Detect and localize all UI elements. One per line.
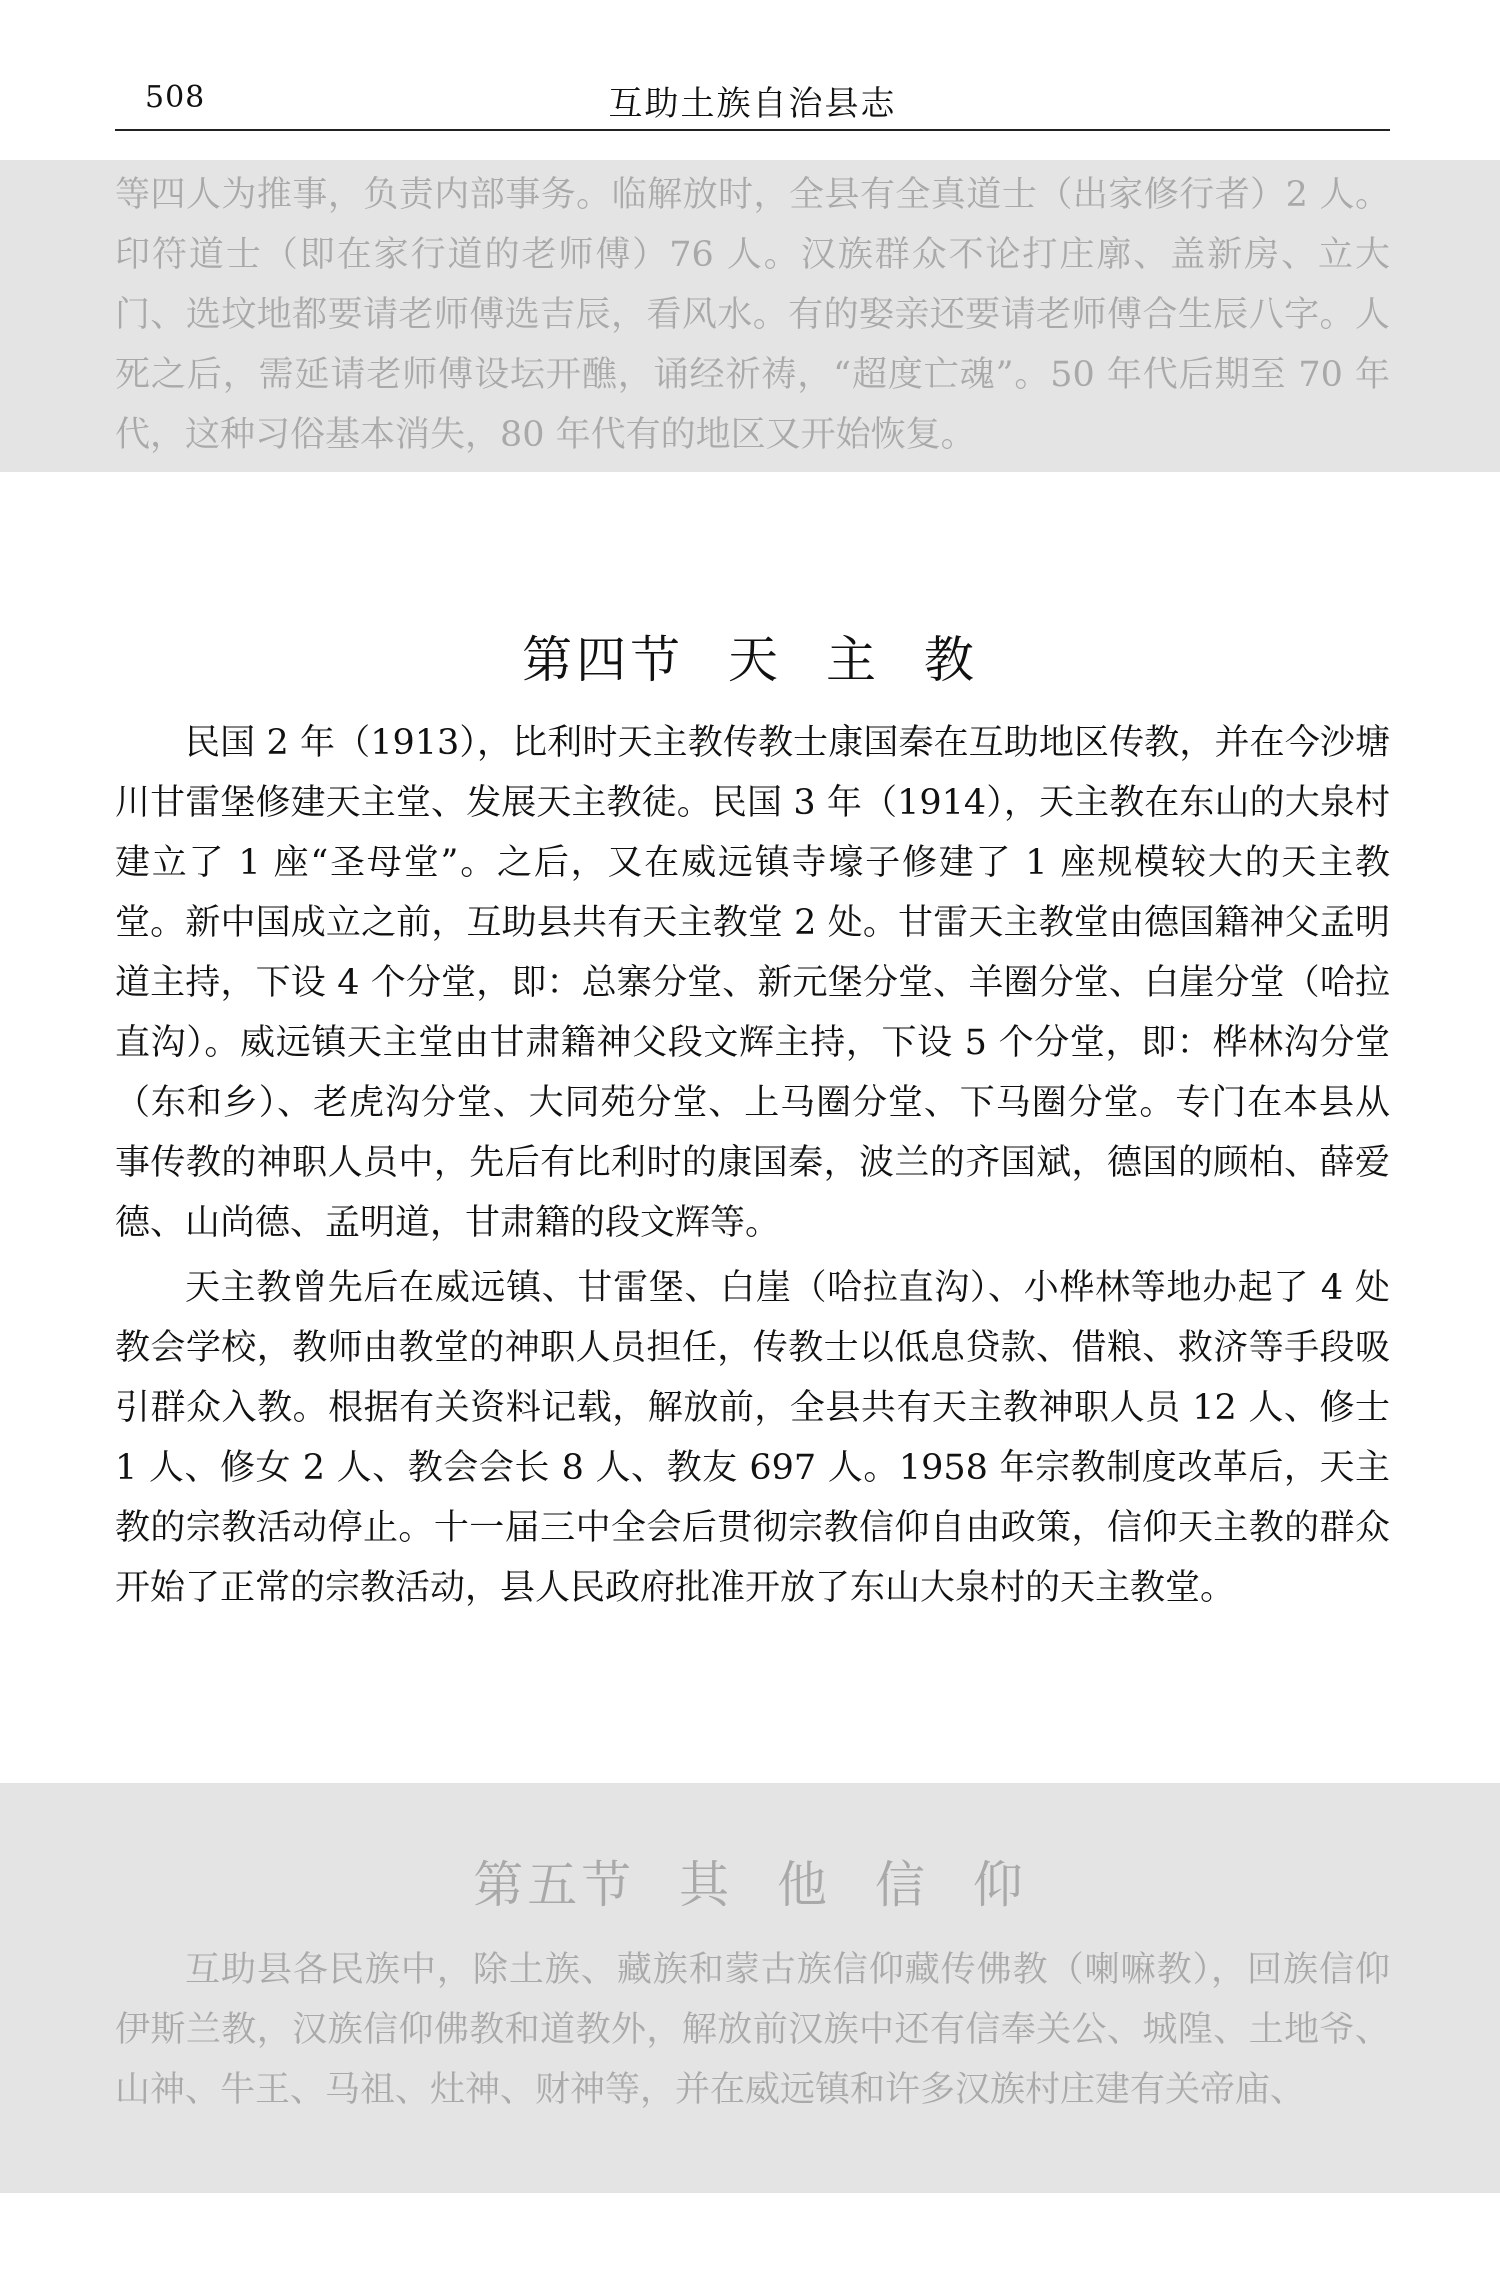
page-number: 508	[145, 80, 206, 115]
catholicism-paragraph-1: 民国 2 年（1913），比利时天主教传教士康国秦在互助地区传教，并在今沙塘川甘雷堡修建天主堂、发展天主教徒。民国 3 年（1914），天主教在东山的大泉村建立了 1 座“圣母堂”。之后，又在威远镇寺壕子修建了 1 座规模较大的天主教堂。新中国成立之前，互助县共有天主教堂 2 处。甘雷天主教堂由德国籍神父孟明道主持，下设 4 个分堂，即：总寨分堂、新元堡分堂、羊圈分堂、白崖分堂（哈拉直沟）。威远镇天主堂由甘肃籍神父段文辉主持，下设 5 个分堂，即：桦林沟分堂（东和乡）、老虎沟分堂、大同苑分堂、上马圈分堂、下马圈分堂。专门在本县从事传教的神职人员中，先后有比利时的康国秦，波兰的齐国斌，德国的顾柏、薛爱德、山尚德、孟明道，甘肃籍的段文辉等。	[115, 723, 1390, 1243]
catholicism-paragraph-2: 天主教曾先后在威远镇、甘雷堡、白崖（哈拉直沟）、小桦林等地办起了 4 处教会学校，教师由教堂的神职人员担任，传教士以低息贷款、借粮、救济等手段吸引群众入教。根据有关资料记载，解放前，全县共有天主教神职人员 12 人、修士 1 人、修女 2 人、教会会长 8 人、教友 697 人。1958 年宗教制度改革后，天主教的宗教活动停止。十一届三中全会后贯彻宗教信仰自由政策，信仰天主教的群众开始了正常的宗教活动，县人民政府批准开放了东山大泉村的天主教堂。	[115, 1268, 1390, 1608]
section-heading-catholicism: 第四节 天 主 教	[522, 631, 978, 689]
page-header	[115, 70, 1390, 130]
running-title: 互助土族自治县志	[608, 84, 897, 124]
section-heading-other-beliefs: 第五节 其 他 信 仰	[473, 1856, 1027, 1914]
previous-section-paragraph: 等四人为推事，负责内部事务。临解放时，全县有全真道士（出家修行者）2 人。印符道士（即在家行道的老师傅）76 人。汉族群众不论打庄廓、盖新房、立大门、选坟地都要请老师傅选吉辰，看风水。有的娶亲还要请老师傅合生辰八字。人死之后，需延请老师傅设坛开醮，诵经祈祷，“超度亡魂”。50 年代后期至 70 年代，这种习俗基本消失，80 年代有的地区又开始恢复。	[115, 175, 1390, 455]
other-beliefs-paragraph: 互助县各民族中，除土族、藏族和蒙古族信仰藏传佛教（喇嘛教），回族信仰伊斯兰教，汉族信仰佛教和道教外，解放前汉族中还有信奉关公、城隍、土地爷、山神、牛王、马祖、灶神、财神等，并在威远镇和许多汉族村庄建有关帝庙、	[115, 1950, 1390, 2110]
header-rule	[115, 129, 1390, 131]
